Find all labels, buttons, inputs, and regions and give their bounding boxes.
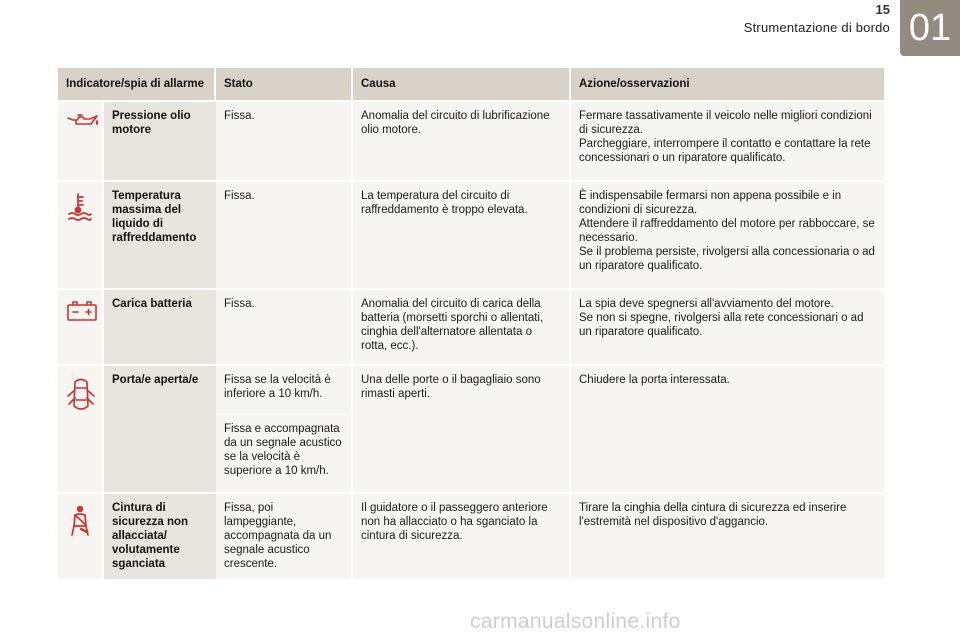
azione-cell: La spia deve spegnersi all'avviamento del motore. Se non si spegne, rivolgersi alla rete concessionari o ad un riparatore qualificato. xyxy=(571,288,884,364)
page-number: 15 xyxy=(875,2,890,17)
column-header-azione: Azione/osservazioni xyxy=(571,68,884,100)
icon-cell xyxy=(58,288,104,364)
seatbelt-icon xyxy=(66,504,94,538)
warning-lights-table xyxy=(58,68,884,579)
battery-icon xyxy=(66,300,94,322)
row-label: Pressione olio motore xyxy=(104,100,216,180)
row-label: Porta/e aperta/e xyxy=(104,364,216,492)
column-header-causa: Causa xyxy=(353,68,571,100)
causa-cell: Anomalia del circuito di lubrificazione olio motore. xyxy=(353,100,571,180)
azione-cell: È indispensabile fermarsi non appena possibile e in condizioni di sicurezza. Attendere il raffreddamento del motore per rabboccare, se necessario. Se il problema persiste, rivolgersi alla concessionaria o ad un riparatore qualificato. xyxy=(571,180,884,288)
table-row-seatbelt xyxy=(58,492,884,579)
coolant-temperature-icon xyxy=(66,192,94,222)
chapter-tab: 01 xyxy=(900,0,960,56)
causa-cell: Anomalia del circuito di carica della batteria (morsetti sporchi o allentati, cinghia dell'alternatore allentata o rotta, ecc.). xyxy=(353,288,571,364)
table-row-coolant-temperature xyxy=(58,180,884,288)
stato-cell: Fissa. xyxy=(216,180,353,288)
icon-cell xyxy=(58,364,104,492)
stato-cell: Fissa. xyxy=(216,288,353,364)
door-open-icon xyxy=(66,376,94,416)
azione-cell: Tirare la cinghia della cintura di sicurezza ed inserire l'estremità nel dispositivo d'aggancio. xyxy=(571,492,884,579)
icon-cell xyxy=(58,100,104,180)
causa-cell: Il guidatore o il passeggero anteriore non ha allacciato o ha sganciato la cintura di sicurezza. xyxy=(353,492,571,579)
watermark: carmanualsonline.info xyxy=(470,610,681,633)
column-header-stato: Stato xyxy=(216,68,353,100)
table-header-row xyxy=(58,68,884,100)
stato-cell-secondary: Fissa e accompagnata da un segnale acustico se la velocità è superiore a 10 km/h. xyxy=(216,414,353,492)
azione-cell: Fermare tassativamente il veicolo nelle migliori condizioni di sicurezza. Parcheggiare, interrompere il contatto e contattare la rete concessionari o un riparatore qualificato. xyxy=(571,100,884,180)
causa-cell: La temperatura del circuito di raffreddamento è troppo elevata. xyxy=(353,180,571,288)
azione-cell: Chiudere la porta interessata. xyxy=(571,364,884,492)
icon-cell xyxy=(58,492,104,579)
section-title: Strumentazione di bordo xyxy=(743,20,890,35)
row-label: Carica batteria xyxy=(104,288,216,364)
table-row-oil-pressure xyxy=(58,100,884,180)
table-row-battery xyxy=(58,288,884,364)
column-header-indicator: Indicatore/spia di allarme xyxy=(58,68,216,100)
stato-cell: Fissa. xyxy=(216,100,353,180)
stato-cell: Fissa se la velocità è inferiore a 10 km/h. xyxy=(216,364,353,414)
table-row-door-open xyxy=(58,364,884,414)
causa-cell: Una delle porte o il bagagliaio sono rimasti aperti. xyxy=(353,364,571,492)
icon-cell xyxy=(58,180,104,288)
stato-cell: Fissa, poi lampeggiante, accompagnata da un segnale acustico crescente. xyxy=(216,492,353,579)
row-label: Cintura di sicurezza non allacciata/ volutamente sganciata xyxy=(104,492,216,579)
oil-pressure-icon xyxy=(66,112,94,130)
row-label: Temperatura massima del liquido di raffreddamento xyxy=(104,180,216,288)
